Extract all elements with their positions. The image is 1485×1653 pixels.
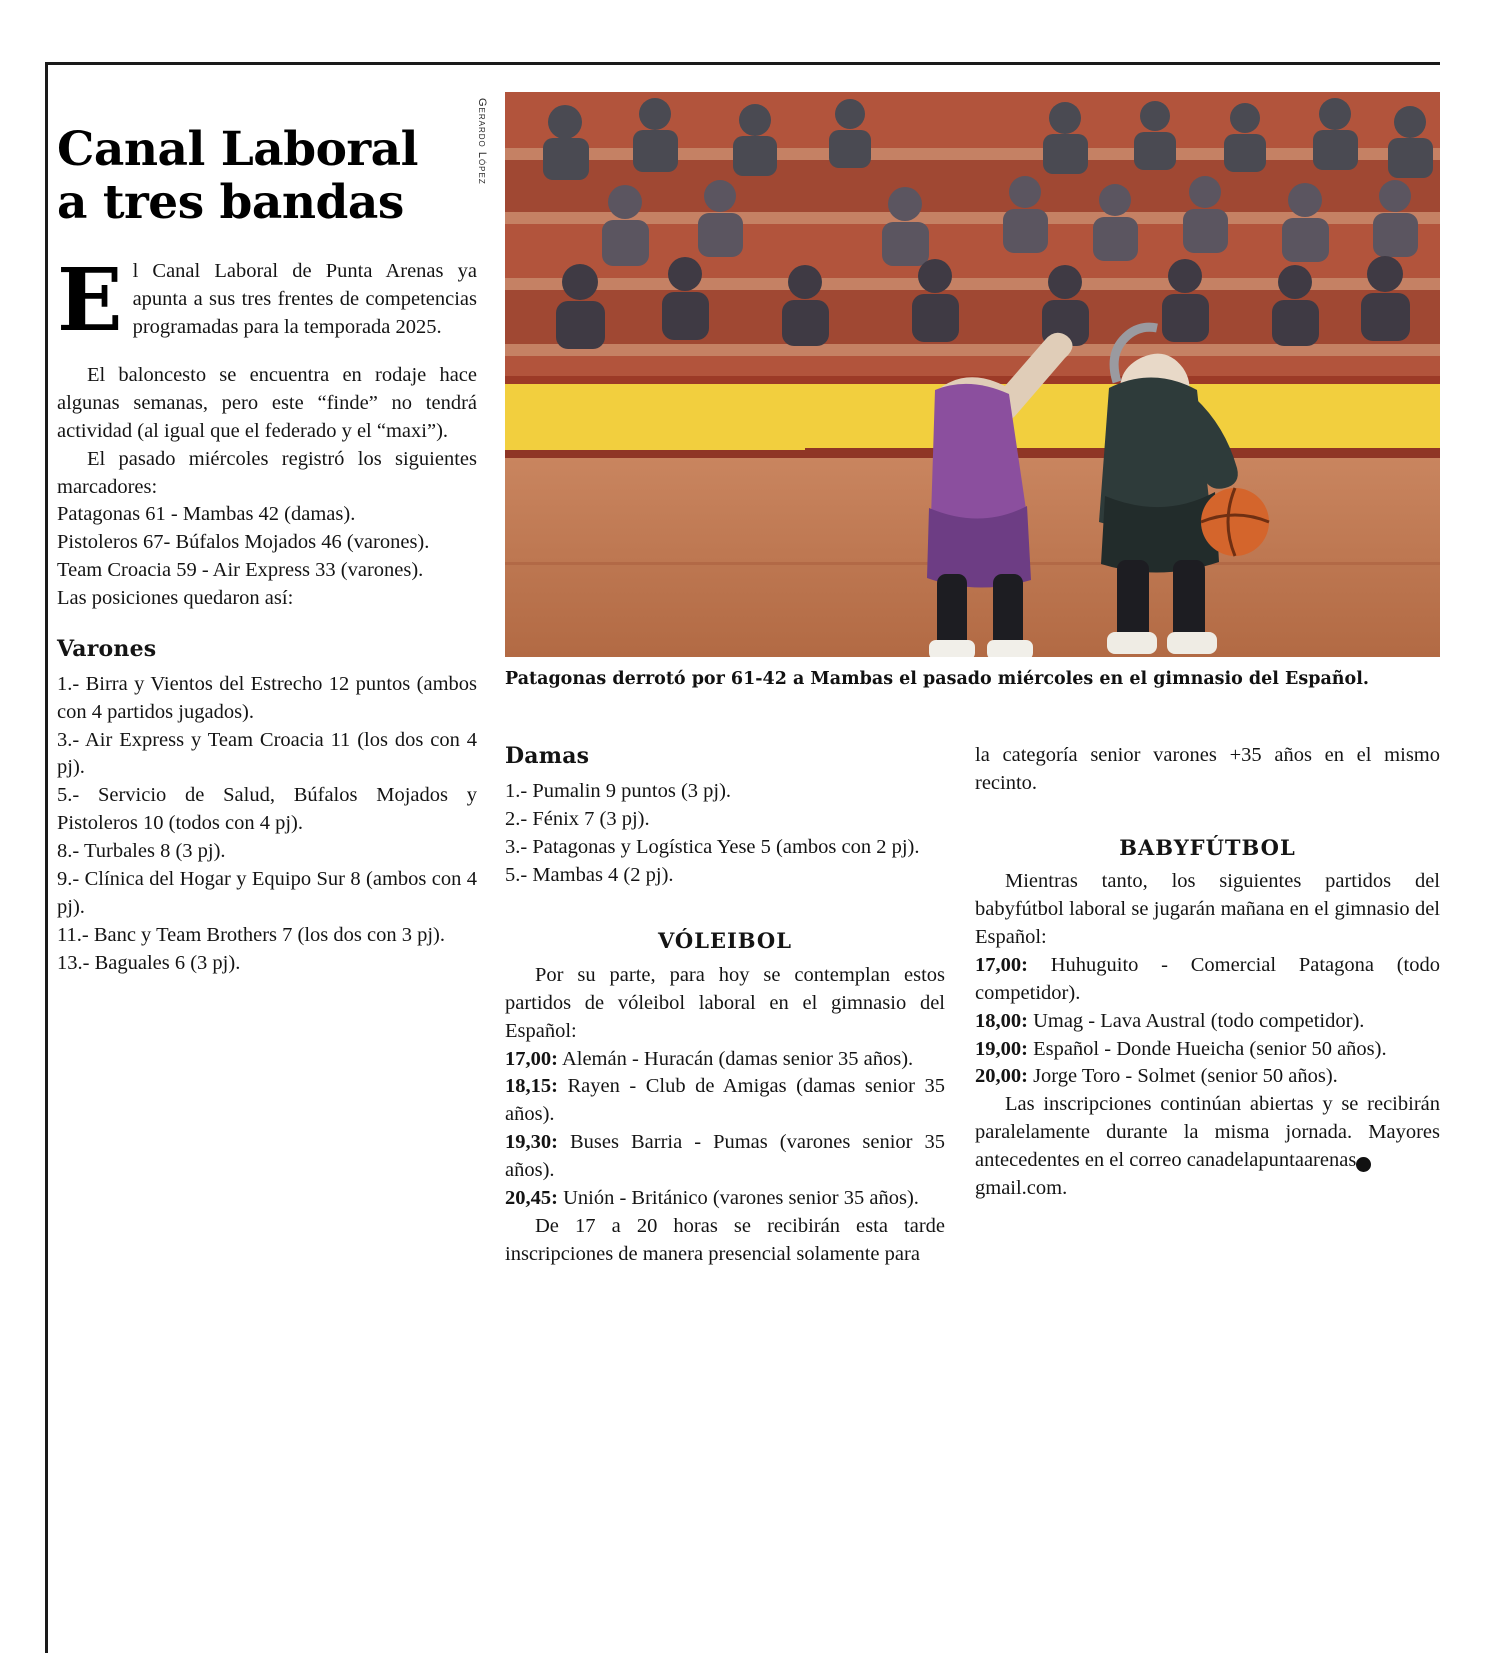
article-photo (505, 92, 1440, 657)
page-title (57, 124, 477, 229)
list-item: 1.- Birra y Vientos del Estrecho 12 puntos (ambos con 4 partidos jugados). (57, 672, 477, 723)
match-item (975, 1036, 1440, 1064)
photo-credit (470, 96, 498, 276)
match-item (975, 1008, 1440, 1036)
list-item: 13.- Baguales 6 (3 pj). (57, 951, 241, 974)
list-item: 5.- Servicio de Salud, Búfalos Mojados y Pistoleros 10 (todos con 4 pj). (57, 784, 477, 835)
match-item (505, 1073, 945, 1129)
at-sign-icon: @ (1356, 1157, 1371, 1172)
match-text: Buses Barria - Pumas (varones senior 35 años). (505, 1131, 945, 1182)
list-item: 3.- Patagonas y Logística Yese 5 (ambos con 2 pj). (505, 835, 920, 858)
match-time: 20,45: (505, 1186, 558, 1209)
voleibol-closing-continued: la categoría senior varones +35 años en el mismo recinto. (975, 744, 1440, 794)
match-time: 17,00: (975, 953, 1028, 976)
match-item (505, 1046, 945, 1074)
lead-text: l Canal Laboral de Punta Arenas ya apunta a sus tres frentes de competencias programadas para la temporada 2025. (132, 260, 477, 338)
match-text: Huhuguito - Comercial Patagona (todo competidor). (975, 953, 1440, 1004)
voleibol-intro: Por su parte, para hoy se contemplan estos partidos de vóleibol laboral en el gimnasio del Español: (505, 963, 945, 1042)
list-item: 1.- Pumalin 9 puntos (3 pj). (505, 779, 732, 802)
match-text: Umag - Lava Austral (todo competidor). (1027, 1009, 1365, 1032)
match-time: 17,00: (505, 1047, 558, 1070)
left-rule (45, 62, 48, 1653)
section-heading-varones: Varones (57, 635, 157, 662)
section-heading-voleibol: VÓLEIBOL (657, 928, 792, 954)
list-item: 5.- Mambas 4 (2 pj). (505, 863, 674, 886)
score-line-2: Pistoleros 67- Búfalos Mojados 46 (varones). (57, 531, 430, 554)
match-text: Español - Donde Hueicha (senior 50 años). (1027, 1037, 1387, 1060)
babyfutbol-closing-email: gmail.com. (975, 1176, 1068, 1199)
match-item (505, 1129, 945, 1185)
list-item: 3.- Air Express y Team Croacia 11 (los dos con 4 pj). (57, 728, 477, 779)
top-rule (45, 62, 1440, 65)
babyfutbol-intro: Mientras tanto, los siguientes partidos del babyfútbol laboral se jugarán mañana en el gimnasio del Español: (975, 870, 1440, 949)
match-text: Alemán - Huracán (damas senior 35 años). (557, 1047, 914, 1070)
list-item: 11.- Banc y Team Brothers 7 (los dos con 3 pj). (57, 923, 445, 946)
column-three (975, 742, 1440, 1203)
voleibol-closing: De 17 a 20 horas se recibirán esta tarde inscripciones de manera presencial solamente para (505, 1214, 945, 1265)
paragraph-2: El baloncesto se encuentra en rodaje hace algunas semanas, pero este “finde” no tendrá actividad (al igual que el federado y el “maxi”). (57, 364, 477, 442)
headline-line-1: Canal Laboral (57, 122, 418, 178)
match-time: 18,00: (975, 1009, 1028, 1032)
match-text: Rayen - Club de Amigas (damas senior 35 años). (505, 1075, 945, 1126)
match-item (975, 1063, 1440, 1091)
list-item: 2.- Fénix 7 (3 pj). (505, 807, 650, 830)
paragraph-standings-intro: Las posiciones quedaron así: (57, 587, 294, 609)
photo-caption: Patagonas derrotó por 61-42 a Mambas el pasado miércoles en el gimnasio del Español. (505, 669, 1369, 689)
column-one (57, 250, 477, 977)
match-text: Unión - Británico (varones senior 35 años). (557, 1186, 919, 1209)
score-line-3: Team Croacia 59 - Air Express 33 (varones). (57, 559, 424, 582)
paragraph-3: El pasado miércoles registró los siguientes marcadores: (57, 447, 477, 498)
match-text: Jorge Toro - Solmet (senior 50 años). (1027, 1065, 1338, 1088)
headline-line-2: a tres bandas (57, 175, 404, 231)
match-item (505, 1185, 945, 1213)
match-item (975, 952, 1440, 1008)
column-two (505, 742, 945, 1269)
match-time: 19,30: (505, 1131, 558, 1154)
match-time: 19,00: (975, 1037, 1028, 1060)
section-heading-babyfutbol: BABYFÚTBOL (1119, 834, 1296, 860)
photo-credit-text: Gerardo López (476, 98, 488, 185)
match-time: 18,15: (505, 1075, 558, 1098)
lead-paragraph (57, 250, 477, 362)
drop-cap: E (57, 250, 123, 351)
babyfutbol-closing-text: Las inscripciones continúan abiertas y se recibirán paralelamente durante la misma jornada. Mayores antecedentes en el correo canadelapuntaarenas (975, 1093, 1440, 1172)
photo-illustration (505, 92, 1440, 657)
score-line-1: Patagonas 61 - Mambas 42 (damas). (57, 503, 356, 526)
match-time: 20,00: (975, 1065, 1028, 1088)
section-heading-damas: Damas (505, 743, 590, 769)
list-item: 9.- Clínica del Hogar y Equipo Sur 8 (ambos con 4 pj). (57, 867, 477, 918)
list-item: 8.- Turbales 8 (3 pj). (57, 840, 226, 863)
babyfutbol-closing (975, 1091, 1440, 1175)
